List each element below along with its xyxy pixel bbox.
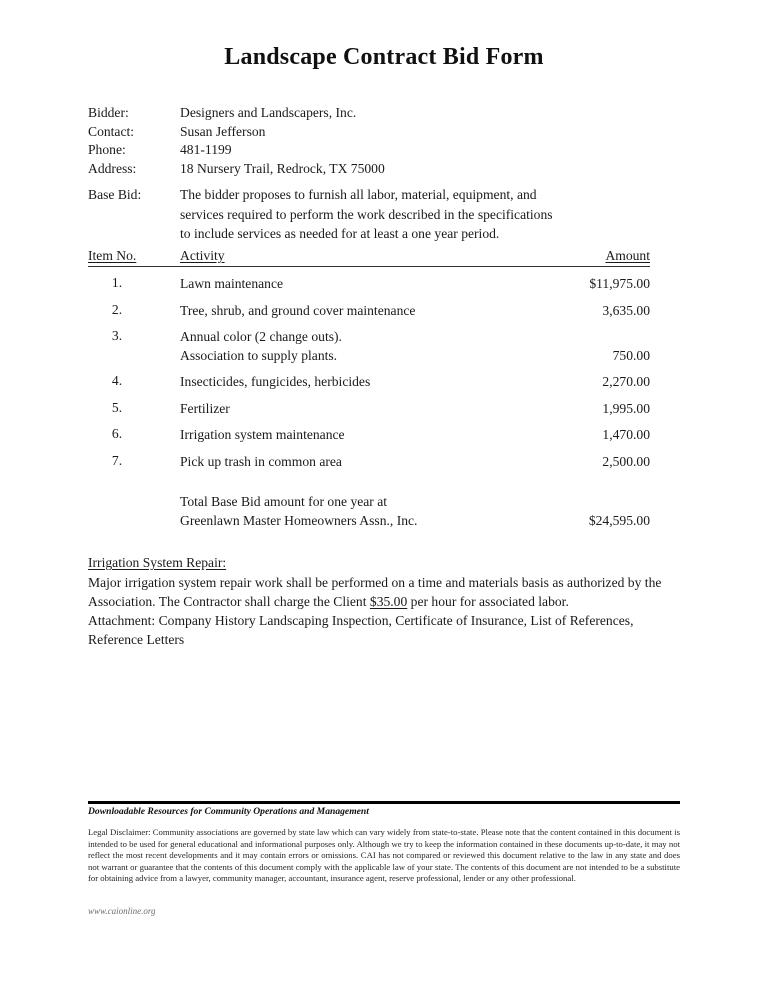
row-item-no: 2.	[111, 301, 123, 317]
row-activity	[180, 400, 500, 419]
row-item-no: 4.	[111, 373, 123, 388]
table-row	[88, 453, 650, 472]
row-amount-value: 1,470.00	[602, 427, 650, 442]
info-row-bidder	[88, 104, 668, 123]
row-amount-value: 3,635.00	[602, 302, 650, 318]
base-bid-text	[180, 185, 668, 244]
row-activity-line-1: Fertilizer	[180, 400, 230, 416]
info-value-contact: Susan Jefferson	[180, 123, 266, 139]
row-activity-line-2: Association to supply plants.	[180, 347, 338, 363]
base-bid-block	[88, 185, 668, 244]
total-label-line-1: Total Base Bid amount for one year at	[180, 494, 388, 509]
info-value-phone: 481-1199	[180, 142, 232, 157]
total-amount-value: $24,595.00	[588, 512, 650, 528]
info-label-contact: Contact:	[88, 123, 135, 139]
row-activity-line-1: Annual color (2 change outs).	[180, 329, 342, 344]
row-activity-line-1: Lawn maintenance	[180, 276, 284, 291]
total-amount	[500, 493, 650, 530]
footer-heading: Downloadable Resources for Community Operations and Management	[88, 806, 369, 817]
row-amount	[500, 400, 650, 419]
column-header-activity: Activity	[180, 248, 225, 263]
footer-website-url: www.caionline.org	[88, 906, 156, 916]
irrigation-repair-line-2	[88, 592, 680, 611]
column-header-item-no: Item No.	[88, 248, 137, 263]
table-row	[88, 302, 650, 321]
info-label-bidder: Bidder:	[88, 105, 129, 120]
table-row	[88, 373, 650, 392]
total-row	[88, 493, 650, 530]
legal-disclaimer: Legal Disclaimer: Community associations are governed by state law which can vary widely from state-to-state. Please note that the content contained in this document is intended to be used for general educational and informational purposes only. Although we try to keep the information contained in these documents up-to-date, it may not reflect the most recent developments and it may contain errors or omissions. CAI has not compared or reviewed this document relative to the law in any state and does not warrant or guarantee that the contents of this document comply with the applicable law of your state. The contents of this document are not intended to be a substitute for obtaining advice from a lawyer, community manager, accountant, insurance agent, reserve professional, lender or any other professional.	[88, 827, 680, 884]
row-activity-line-1: Pick up trash in common area	[180, 453, 342, 469]
row-item-no: 3.	[111, 328, 123, 343]
info-row-phone	[88, 141, 668, 160]
base-bid-label: Base Bid:	[88, 187, 142, 202]
row-amount-value: 2,500.00	[602, 453, 650, 469]
table-row	[88, 426, 650, 445]
row-activity-line-1: Insecticides, fungicides, herbicides	[180, 374, 371, 389]
irrigation-repair-heading: Irrigation System Repair:	[88, 555, 227, 570]
irrigation-repair-line-2-prefix: Association. The Contractor shall charge the Client	[88, 594, 370, 609]
page-title: Landscape Contract Bid Form	[224, 44, 544, 70]
row-item-no: 1.	[111, 275, 123, 290]
info-row-address	[88, 160, 668, 179]
row-activity	[180, 453, 500, 472]
row-item-no: 6.	[111, 426, 123, 441]
table-header-row	[88, 248, 650, 267]
row-amount	[500, 373, 650, 392]
row-activity	[180, 426, 500, 445]
bidder-info-block	[88, 104, 668, 178]
table-row	[88, 328, 650, 365]
hourly-rate-value: $35.00	[369, 594, 408, 609]
row-amount-value: 750.00	[612, 347, 650, 363]
row-amount-value: 2,270.00	[602, 374, 650, 389]
irrigation-repair-heading-wrap	[88, 553, 680, 573]
row-activity	[180, 275, 500, 294]
row-amount	[500, 302, 650, 321]
attachment-line-2: Reference Letters	[88, 632, 185, 647]
attachment-line-1: Attachment: Company History Landscaping Inspection, Certificate of Insurance, List of References,	[88, 613, 634, 628]
table-row	[88, 400, 650, 419]
base-bid-line-1: The bidder proposes to furnish all labor, material, equipment, and	[180, 187, 537, 202]
irrigation-repair-line-1: Major irrigation system repair work shall be performed on a time and materials basis as authorized by the	[88, 575, 662, 590]
row-item-no: 7.	[111, 452, 123, 468]
info-row-contact	[88, 123, 668, 142]
row-amount	[500, 426, 650, 445]
row-activity	[180, 373, 500, 392]
irrigation-repair-block	[88, 553, 680, 649]
row-activity-line-1: Irrigation system maintenance	[180, 427, 345, 442]
table-row	[88, 275, 650, 294]
info-value-address: 18 Nursery Trail, Redrock, TX 75000	[180, 160, 385, 176]
row-activity-line-1: Tree, shrub, and ground cover maintenance	[180, 302, 416, 318]
bid-line-item-table	[88, 248, 650, 530]
info-value-bidder: Designers and Landscapers, Inc.	[180, 105, 357, 120]
row-amount	[500, 275, 650, 294]
irrigation-repair-paragraph	[88, 573, 680, 649]
row-amount-value: $11,975.00	[589, 276, 650, 291]
base-bid-line-3: to include services as needed for at least a one year period.	[180, 226, 500, 241]
total-label-line-2: Greenlawn Master Homeowners Assn., Inc.	[180, 512, 418, 528]
row-amount	[500, 453, 650, 472]
row-activity	[180, 328, 500, 365]
row-activity	[180, 302, 500, 321]
total-label	[180, 493, 500, 530]
column-header-amount: Amount	[605, 248, 650, 263]
info-label-phone: Phone:	[88, 142, 126, 157]
footer-divider	[88, 801, 680, 804]
base-bid-line-2: services required to perform the work described in the specifications	[180, 206, 553, 222]
info-label-address: Address:	[88, 160, 137, 176]
row-amount-value: 1,995.00	[602, 400, 650, 416]
irrigation-repair-line-2-suffix: per hour for associated labor.	[407, 594, 569, 609]
row-amount	[500, 328, 650, 365]
row-item-no: 5.	[111, 399, 123, 415]
